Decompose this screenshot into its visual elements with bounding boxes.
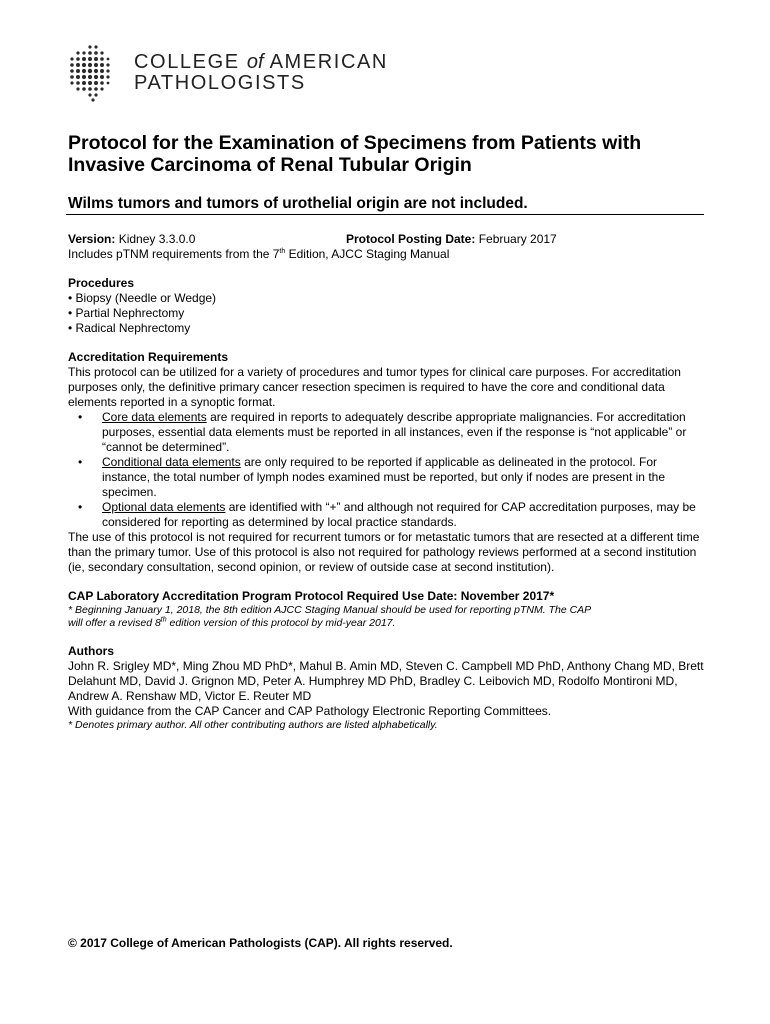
authors-note: * Denotes primary author. All other contributing authors are listed alphabetically.: [68, 719, 438, 731]
title-divider: [66, 214, 704, 215]
list-item: • Conditional data elements are only required to be reported if applicable as delineated in the protocol. For instance, the total number of lymph nodes examined must be reported, but only if nodes are present in the specimen.: [102, 455, 704, 500]
document-title: Protocol for the Examination of Specimens from Patients with Invasive Carcinoma of Renal Tubular Origin: [68, 132, 642, 176]
cap-lap-section: [68, 589, 704, 630]
accreditation-outro: The use of this protocol is not required for recurrent tumors or for metastatic tumors that are resected at a different time than the primary tumor. Use of this protocol is also not required for pathology reviews performed at a second institution (ie, secondary consultation, second opinion, or review of outside case at second institution).: [68, 530, 700, 574]
authors-guidance: With guidance from the CAP Cancer and CAP Pathology Electronic Reporting Committees.: [68, 704, 552, 718]
ptnm-requirements: Includes pTNM requirements from the 7th Edition, AJCC Staging Manual: [68, 247, 450, 261]
authors-names: John R. Srigley MD*, Ming Zhou MD PhD*, Mahul B. Amin MD, Steven C. Campbell MD PhD, Anthony Chang MD, Brett Delahunt MD, David J. Grignon MD, Peter A. Humphrey MD PhD, Bradley C. Leibovich MD, Rodolfo Montironi MD, Andrew A. Renshaw MD, Victor E. Reuter MD: [68, 659, 704, 703]
cap-lap-note: * Beginning January 1, 2018, the 8th edition AJCC Staging Manual should be used for reporting pTNM. The CAP will offer a revised 8th edition version of this protocol by mid-year 2017.: [68, 604, 592, 629]
list-item: • Optional data elements are identified with “+” and although not required for CAP accreditation purposes, may be considered for reporting as determined by local practice standards.: [102, 500, 704, 530]
procedures-heading: Procedures: [68, 276, 135, 290]
cap-lap-heading: CAP Laboratory Accreditation Program Protocol Required Use Date: November 2017*: [68, 589, 555, 603]
procedure-item: • Partial Nephrectomy: [68, 306, 185, 320]
authors-section: [68, 644, 704, 732]
posting-date: Protocol Posting Date: February 2017: [346, 232, 557, 246]
document-body: [68, 232, 704, 732]
conditional-data-elements-term: Conditional data elements: [102, 455, 241, 469]
procedures-section: [68, 276, 704, 336]
version-row: [68, 232, 704, 247]
version-info: Version: Kidney 3.3.0.0: [68, 232, 196, 246]
procedure-item: • Biopsy (Needle or Wedge): [68, 291, 217, 305]
accreditation-intro: This protocol can be utilized for a variety of procedures and tumor types for clinical care purposes. For accreditation purposes only, the definitive primary cancer resection specimen is required to have the core and conditional data elements reported in a synoptic format.: [68, 365, 681, 409]
cap-dot-mark-icon: [68, 44, 118, 102]
data-elements-list: [68, 410, 704, 530]
accreditation-section: [68, 350, 704, 575]
document-subtitle: Wilms tumors and tumors of urothelial origin are not included.: [68, 195, 528, 212]
copyright-notice: © 2017 College of American Pathologists (CAP). All rights reserved.: [68, 936, 453, 950]
list-item: • Core data elements are required in reports to adequately describe appropriate malignancies. For accreditation purposes, essential data elements must be reported in all instances, even if the response is “not applicable” or “cannot be determined”.: [102, 410, 704, 455]
cap-logo: [68, 44, 388, 102]
core-data-elements-term: Core data elements: [102, 410, 207, 424]
accreditation-heading: Accreditation Requirements: [68, 350, 229, 364]
optional-data-elements-term: Optional data elements: [102, 500, 226, 514]
procedure-item: • Radical Nephrectomy: [68, 321, 191, 335]
logo-wordmark: COLLEGE of AMERICAN PATHOLOGISTS: [134, 51, 388, 94]
authors-heading: Authors: [68, 644, 114, 658]
